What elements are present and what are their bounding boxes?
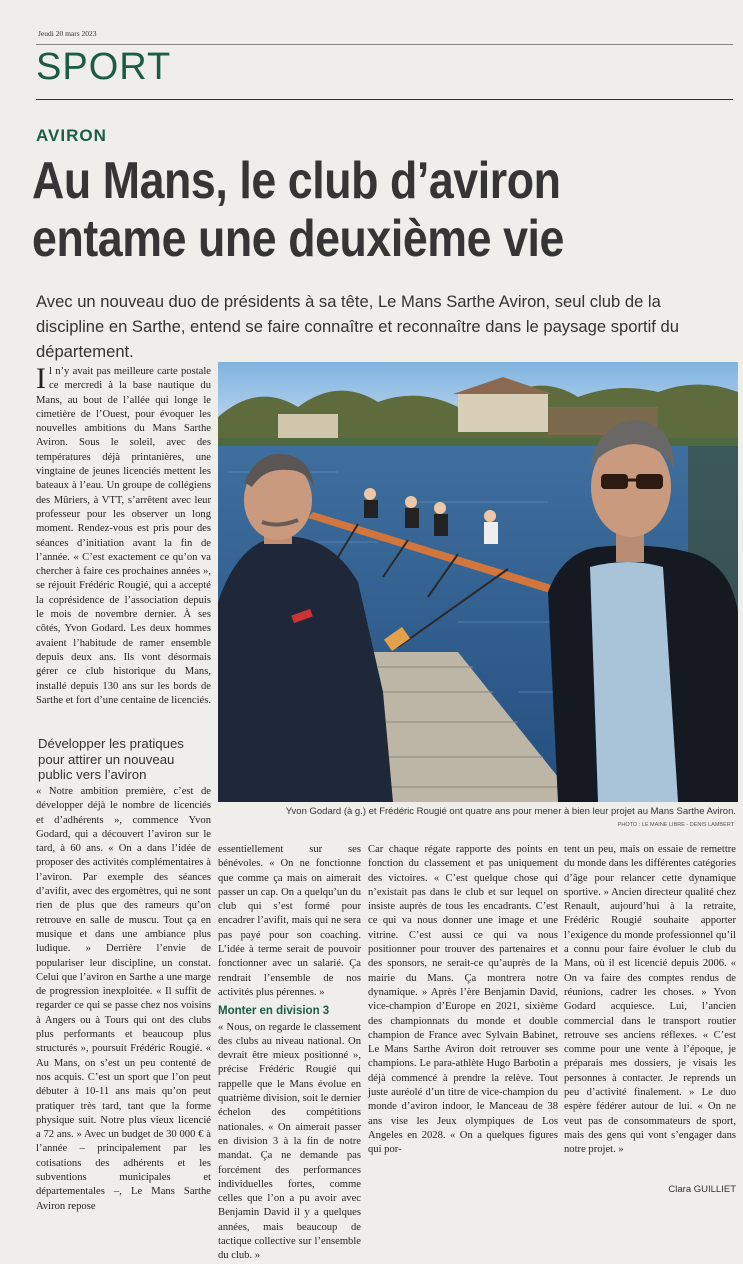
top-rule — [36, 44, 733, 45]
author-byline: Clara GUILLIET — [668, 1184, 736, 1195]
section-title: SPORT — [36, 46, 172, 88]
photo-credit: PHOTO : LE MAINE LIBRE - DENIS LAMBERT — [617, 822, 734, 828]
rowing-photo-illustration — [218, 362, 738, 802]
article-standfirst: Avec un nouveau duo de présidents à sa tête, Le Mans Sarthe Aviron, seul club de la discipline en Sarthe, entend se faire connaître et reconnaître dans le paysage sportif du département. — [36, 292, 679, 361]
column-1b-text: « Notre ambition première, c’est de développer déjà le nombre de licenciés et d’adhérents », commence Yvon Godard, qui a découvert l’aviron sur le tard, à 60 ans. « On a dans l’idée de proposer des activités complémentaires à l’aviron. Par exemple des séances d’avifit, avec des ergomètres, qui ne sont rien de plus que des rameurs qu’on retrouve en salle de muscu. Tout ça en musique et dans une ambiance plus ludique. » Derrière l’envie de populariser leur discipline, un constat. Celui que l’aviron en Sarthe a une marge de progression inexploitée. « Il suffit de regarder ce qui se passe chez nos voisins à Angers ou à Tours qui ont des clubs plus performants et beaucoup plus structurés », poursuit Frédéric Rougié. « Au Mans, on s’est un peu contenté de nos acquis. C’est un sport que l’on peut débuter à 10-11 ans mais qu’on peut pratiquer très tard, tant que la forme physique suit. Notre plus vieux licencié a 72 ans. » Avec un budget de 30 000 € à l’année – principalement par les cotisations des adhérents et les subventions municipales et départementales –, Le Mans Sarthe Aviron repose — [36, 786, 211, 1212]
article-column-1 — [36, 362, 212, 708]
article-photo — [218, 362, 738, 802]
article-column-3 — [368, 843, 558, 1158]
drop-cap: I — [36, 362, 46, 395]
headline-line-2: entame une deuxième vie — [32, 210, 564, 268]
column-4-text: tent un peu, mais on essaie de remettre du monde dans les différentes catégories d’âge pour relancer cette dynamique sportive. » Ancien directeur qualité chez Renault, aujourd’hui à la retraite, Frédéric Rougié souhaite apporter l’exigence du monde professionnel qu’il a connu pour faire évoluer le club du Mans, où il est licencié depuis 2006. « On va faire des comptes rendus de réunions, cadrer les choses. » Yvon Godard acquiesce. Lui, l’ancien commercial dans le transport routier retrouve ses anciens réflexes. « C’est comme pour une vente à l’époque, je préparais mes dossiers, je visais les personnes à contacter. Je reprends un peu d’activité finalement. » Le duo espère fédérer autour de lui. « On ne veut pas de consommateurs de sport, mais des gens qui vont s’engager dans notre projet. » — [564, 844, 736, 1156]
article-headline — [32, 152, 582, 268]
column-2-text-b: « Nous, on regarde le classement des clubs au niveau national. On devrait être mieux positionné », précise Frédéric Rougié qui rappelle que le Mans évolue en quatrième division, soit le dernier échelon des compétitions nationales. « On aimerait passer en division 3 à la fin de notre mandat. Ça ne demande pas forcément des performances individuelles fortes, comme celles que l’on a pu avoir avec Benjamin David il y a quelques années, mais beaucoup de tactique collective sur l’ensemble du club. » — [218, 1021, 361, 1262]
section-rule — [36, 99, 733, 100]
photo-caption: Yvon Godard (à g.) et Frédéric Rougié ont quatre ans pour mener à bien leur projet au Mans Sarthe Aviron. — [285, 806, 736, 817]
column-3-text: Car chaque régate rapporte des points en fonction du classement et pas uniquement des victoires. « C’est quelque chose qui n’existait pas dans le club et sur lequel on insiste auprès de tous les encadrants. C’est ce qui va nous donner une image et une vitrine. C’est aussi ce qui va nous positionner pour trouver des partenaires et des sponsors, ne serait-ce qu’auprès de la mairie du Mans. Ça montrera notre dynamique. » Après l’ère Benjamin David, vice-champion d’Europe en 2021, sixième des championnats du monde et double champion de France avec Sylvain Babinet, Le Mans Sarthe Aviron doit retrouver ses champions. Le para-athlète Hugo Barbotin a déjà commencé à prendre la relève. Tout juste auréolé d’un titre de vice-champion du monde d’aviron indoor, le Manceau de 38 ans vise les Jeux olympiques de Los Angeles en 2028. « On a quelques figures qui por- — [368, 844, 558, 1156]
headline-line-1: Au Mans, le club d’aviron — [32, 152, 561, 210]
column-1-text: l n’y avait pas meilleure carte postale ce mercredi à la base nautique du Mans, au bout de l’allée qui longe le cimetière de l’Ouest, pour évoquer les nouvelles ambitions du Mans Sarthe Aviron. Sous le soleil, avec des températures déjà printanières, une vingtaine de jeunes licenciés mettent les bateaux à l’eau. Un groupe de collégiens des Mûriers, à VTT, s’arrêtent avec leur professeur pour les observer un long moment. Rendez-vous est pris pour des séances d’initiation avant la fin de l’année. « C’est exactement ce qu’on va chercher à faire ces prochaines années », se réjouit Frédéric Rougié, qui a accepté la coprésidence de l’association depuis le mois de novembre dernier. À ses côtés, Yvon Godard. Les deux hommes avaient l’habitude de ramer ensemble depuis deux ans. Ils vont désormais gérer ce club historique du Mans, installé depuis 130 ans sur les bords de Sarthe et fort d’une centaine de licenciés. — [36, 366, 212, 706]
article-column-2 — [218, 843, 361, 1264]
article-column-4 — [564, 843, 736, 1158]
issue-date: Jeudi 20 mars 2023 — [38, 29, 97, 38]
subheading-2: Monter en division 3 — [218, 1005, 330, 1018]
column-2-text-a: essentiellement sur ses bénévoles. « On ne fonctionne que comme ça mais on aimerait passer un cap. On a quelqu’un du club qui s’est formé pour encadrer l’avifit, mais qui ne sera pas payé pour son coaching. L’idée à terme serait de pouvoir fonctionner avec un salarié. Ça rendrait l’ensemble de nos activités plus pérennes. » — [218, 844, 361, 998]
subheading-1: Développer les pratiques pour attirer un nouveau public vers l’aviron — [38, 736, 184, 782]
article-kicker: AVIRON — [36, 126, 107, 145]
article-column-1b — [36, 785, 211, 1214]
